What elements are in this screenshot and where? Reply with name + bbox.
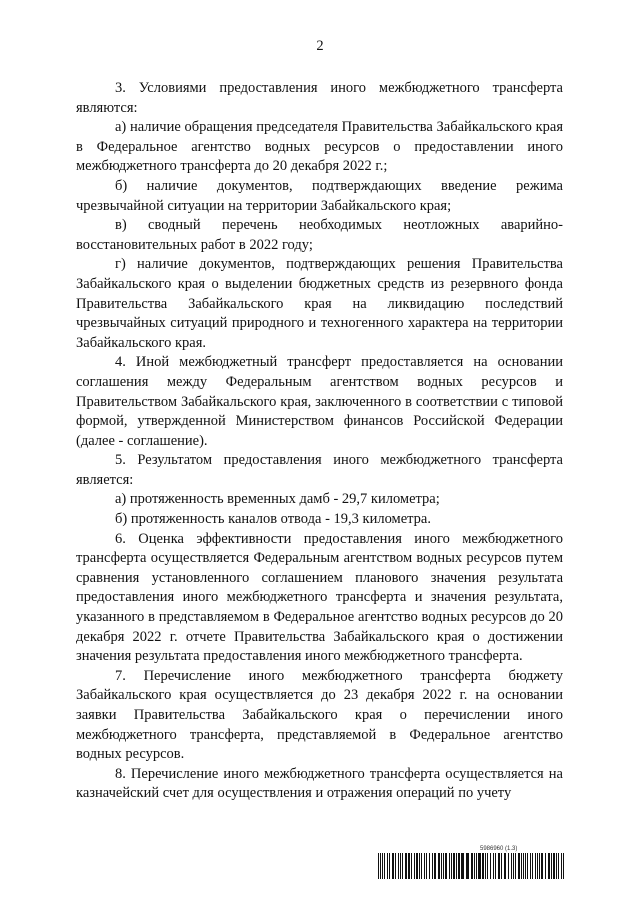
paragraph-5: 5. Результатом предоставления иного межбюджетного трансферта является: bbox=[76, 452, 563, 488]
paragraph-3g: г) наличие документов, подтверждающих решения Правительства Забайкальского края о выделении бюджетных средств из резервного фонда Правительства Забайкальского края на ликвидацию последствий чрезвычайных ситуаций природного и техногенного характера на территории Забайкальского края. bbox=[76, 256, 563, 351]
paragraph-4: 4. Иной межбюджетный трансферт предоставляется на основании соглашения между Федеральным агентством водных ресурсов и Правительством Забайкальского края, заключенного в соответствии с типовой формой, утвержденной Министерством финансов Российской Федерации (далее - соглашение). bbox=[76, 354, 563, 449]
paragraph-7: 7. Перечисление иного межбюджетного трансферта бюджету Забайкальского края осуществляется до 23 декабря 2022 г. на основании заявки Правительства Забайкальского края о перечислении иного межбюджетного трансферта, представляемой в Федеральное агентство водных ресурсов. bbox=[76, 667, 563, 763]
paragraph-3a: а) наличие обращения председателя Правительства Забайкальского края в Федеральное агентство водных ресурсов о предоставлении иного межбюджетного трансферта до 20 декабря 2022 г.; bbox=[76, 119, 563, 175]
page-number: 2 bbox=[316, 38, 324, 54]
paragraph-3: 3. Условиями предоставления иного межбюджетного трансферта являются: bbox=[76, 80, 563, 116]
paragraph-8: 8. Перечисление иного межбюджетного трансферта осуществляется на казначейский счет для осуществления и отражения операций по учету bbox=[76, 765, 563, 802]
paragraph-3b: б) наличие документов, подтверждающих введение режима чрезвычайной ситуации на территории Забайкальского края; bbox=[76, 177, 563, 214]
barcode-label: 5986960 (1.3) bbox=[480, 846, 518, 852]
barcode-icon bbox=[378, 853, 566, 879]
paragraph-5a: а) протяженность временных дамб - 29,7 километра; bbox=[115, 491, 440, 508]
paragraph-3v: в) сводный перечень необходимых неотложных аварийно-восстановительных работ в 2022 году; bbox=[76, 217, 563, 253]
paragraph-6: 6. Оценка эффективности предоставления иного межбюджетного трансферта осуществляется Федеральным агентством водных ресурсов путем сравнения установленного соглашением планового значения результата предоставления иного межбюджетного трансферта и значения результата, указанного в представляемом в Федеральное агентство водных ресурсов до 20 декабря 2022 г. отчете Правительства Забайкальского края о достижении значения результата предоставления иного межбюджетного трансферта. bbox=[76, 530, 563, 665]
paragraph-5b: б) протяженность каналов отвода - 19,3 километра. bbox=[115, 511, 431, 528]
document-body bbox=[76, 79, 563, 804]
